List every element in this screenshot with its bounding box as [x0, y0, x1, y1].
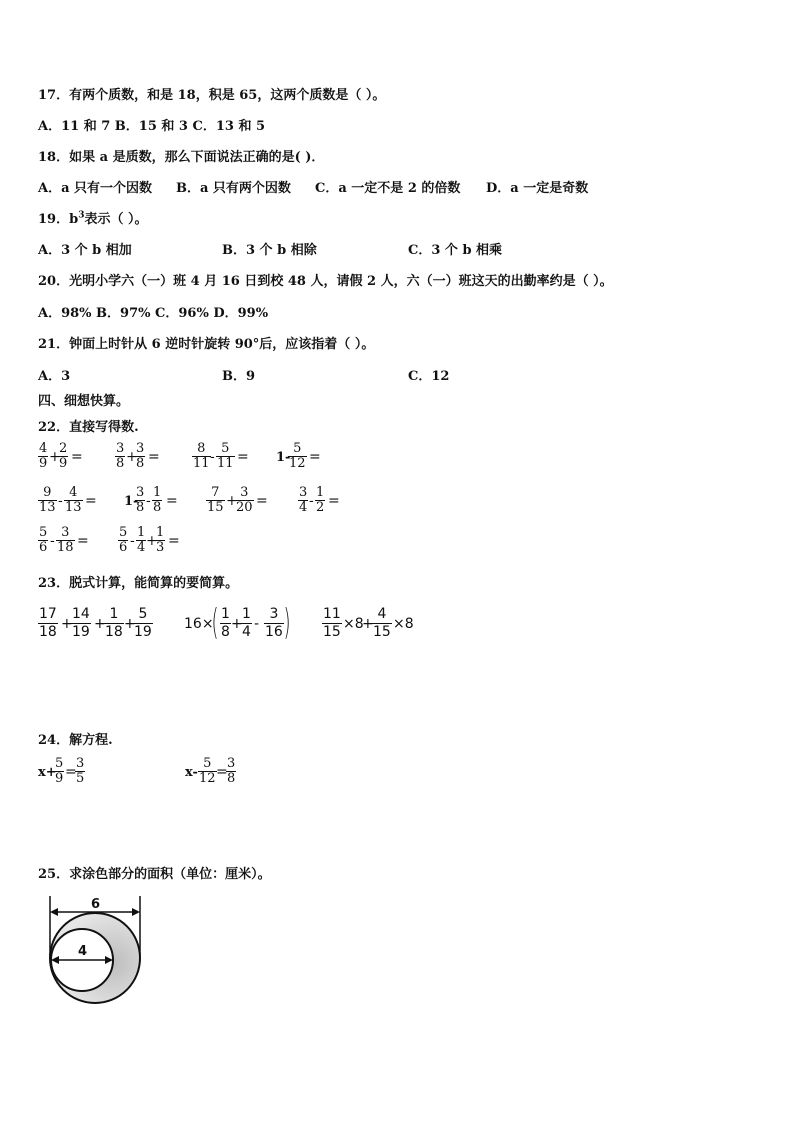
fraction: 1 4 — [242, 606, 251, 640]
q17-options: A．11 和 7 B．15 和 3 C．13 和 5 — [38, 119, 266, 134]
fraction: 1 8 — [153, 485, 162, 515]
fraction: 9 13 — [39, 485, 56, 515]
plus-sign: + — [61, 616, 73, 632]
times-eight: ×8 — [393, 616, 414, 632]
q19-option-b: B．3 个 b 相除 — [222, 243, 317, 258]
fraction: 3 8 — [227, 756, 236, 786]
fraction: 11 15 — [323, 606, 341, 640]
equals-sign: = — [71, 449, 83, 465]
equals-sign: = — [216, 764, 228, 780]
fraction: 3 8 — [116, 441, 125, 471]
fraction: 7 15 — [207, 485, 224, 515]
plus-sign: + — [362, 616, 374, 632]
fraction: 4 13 — [65, 485, 82, 515]
fraction: 1 4 — [137, 525, 146, 555]
q18-option-b: B．a 只有两个因数 — [176, 181, 291, 196]
fraction: 5 12 — [199, 756, 216, 786]
fraction: 1 3 — [156, 525, 165, 555]
fraction: 3 18 — [57, 525, 74, 555]
equals-sign: = — [168, 533, 180, 549]
right-paren: ) — [283, 602, 291, 643]
q21-option-a: A．3 — [38, 369, 71, 384]
fraction: 4 15 — [373, 606, 391, 640]
shaded-ring-figure — [38, 888, 158, 1013]
equals-sign: = — [256, 493, 268, 509]
plus-sign: + — [226, 493, 238, 509]
times-eight: ×8 — [343, 616, 364, 632]
equals-sign: = — [85, 493, 97, 509]
plus-sign: + — [126, 449, 138, 465]
q21-stem: 21．钟面上时针从 6 逆时针旋转 90°后，应该指着（ ）。 — [38, 337, 375, 352]
fraction: 8 11 — [193, 441, 210, 471]
fraction: 5 12 — [289, 441, 306, 471]
fraction: 1 18 — [105, 606, 123, 640]
q19-option-c: C．3 个 b 相乘 — [408, 243, 503, 258]
q22-title: 22．直接写得数. — [38, 420, 139, 435]
q18-option-d: D．a 一定是奇数 — [486, 181, 589, 196]
plus-sign: + — [94, 616, 106, 632]
equation-1-variable: x+ — [38, 765, 57, 780]
plus-sign: + — [231, 616, 243, 632]
q20-stem: 20．光明小学六（一）班 4 月 16 日到校 48 人，请假 2 人，六（一）班这天的出勤率约是（ ）。 — [38, 274, 613, 289]
q23-title: 23．脱式计算，能简算的要简算。 — [38, 576, 239, 591]
outer-label: 6 — [91, 897, 101, 912]
q18-stem: 18．如果 a 是质数，那么下面说法正确的是( )． — [38, 150, 325, 165]
equals-sign: = — [148, 449, 160, 465]
minus-sign: - — [146, 493, 151, 509]
fraction: 14 19 — [72, 606, 90, 640]
fraction: 5 6 — [119, 525, 128, 555]
q24-title: 24．解方程. — [38, 733, 113, 748]
plus-sign: + — [49, 449, 61, 465]
fraction: 17 18 — [39, 606, 57, 640]
minus-sign: - — [130, 533, 135, 549]
equals-sign: = — [328, 493, 340, 509]
fraction: 3 8 — [136, 441, 145, 471]
q25-title: 25．求涂色部分的面积（单位：厘米）。 — [38, 867, 271, 882]
equals-sign: = — [77, 533, 89, 549]
one-minus: 1- — [276, 450, 291, 465]
inner-label: 4 — [78, 944, 88, 959]
minus-sign: - — [254, 616, 260, 632]
q19-option-a: A．3 个 b 相加 — [38, 243, 132, 258]
fraction: 5 6 — [39, 525, 48, 555]
q18-option-c: C．a 一定不是 2 的倍数 — [315, 181, 461, 196]
equation-2-variable: x- — [185, 765, 198, 780]
fraction: 1 8 — [221, 606, 230, 640]
fraction: 5 19 — [134, 606, 152, 640]
fraction: 4 9 — [39, 441, 48, 471]
coefficient: 16× — [184, 616, 214, 632]
equals-sign: = — [166, 493, 178, 509]
minus-sign: - — [210, 449, 215, 465]
q19-stem: 19．$b^3$表示（ ）。 — [38, 210, 148, 227]
equals-sign: = — [65, 764, 77, 780]
q21-option-c: C．12 — [408, 369, 450, 384]
fraction: 3 20 — [236, 485, 253, 515]
one-minus: 1- — [124, 494, 139, 509]
q21-option-b: B．9 — [222, 369, 256, 384]
plus-sign: + — [146, 533, 158, 549]
fraction: 3 8 — [136, 485, 145, 515]
fraction: 2 9 — [59, 441, 68, 471]
q20-options: A．98% B．97% C．96% D．99% — [38, 306, 269, 321]
q17-stem: 17．有两个质数，和是 18，积是 65，这两个质数是（ ）。 — [38, 88, 386, 103]
equals-sign: = — [309, 449, 321, 465]
left-paren: ( — [211, 602, 219, 643]
plus-sign: + — [124, 616, 136, 632]
fraction: 5 11 — [217, 441, 234, 471]
fraction: 1 2 — [316, 485, 325, 515]
fraction: 3 16 — [265, 606, 283, 640]
section-heading: 四、细想快算。 — [38, 394, 130, 409]
q18-option-a: A．a 只有一个因数 — [38, 181, 153, 196]
minus-sign: - — [50, 533, 55, 549]
minus-sign: - — [309, 493, 314, 509]
minus-sign: - — [58, 493, 63, 509]
fraction: 5 9 — [55, 756, 64, 786]
fraction: 3 5 — [76, 756, 85, 786]
equals-sign: = — [237, 449, 249, 465]
fraction: 3 4 — [299, 485, 308, 515]
